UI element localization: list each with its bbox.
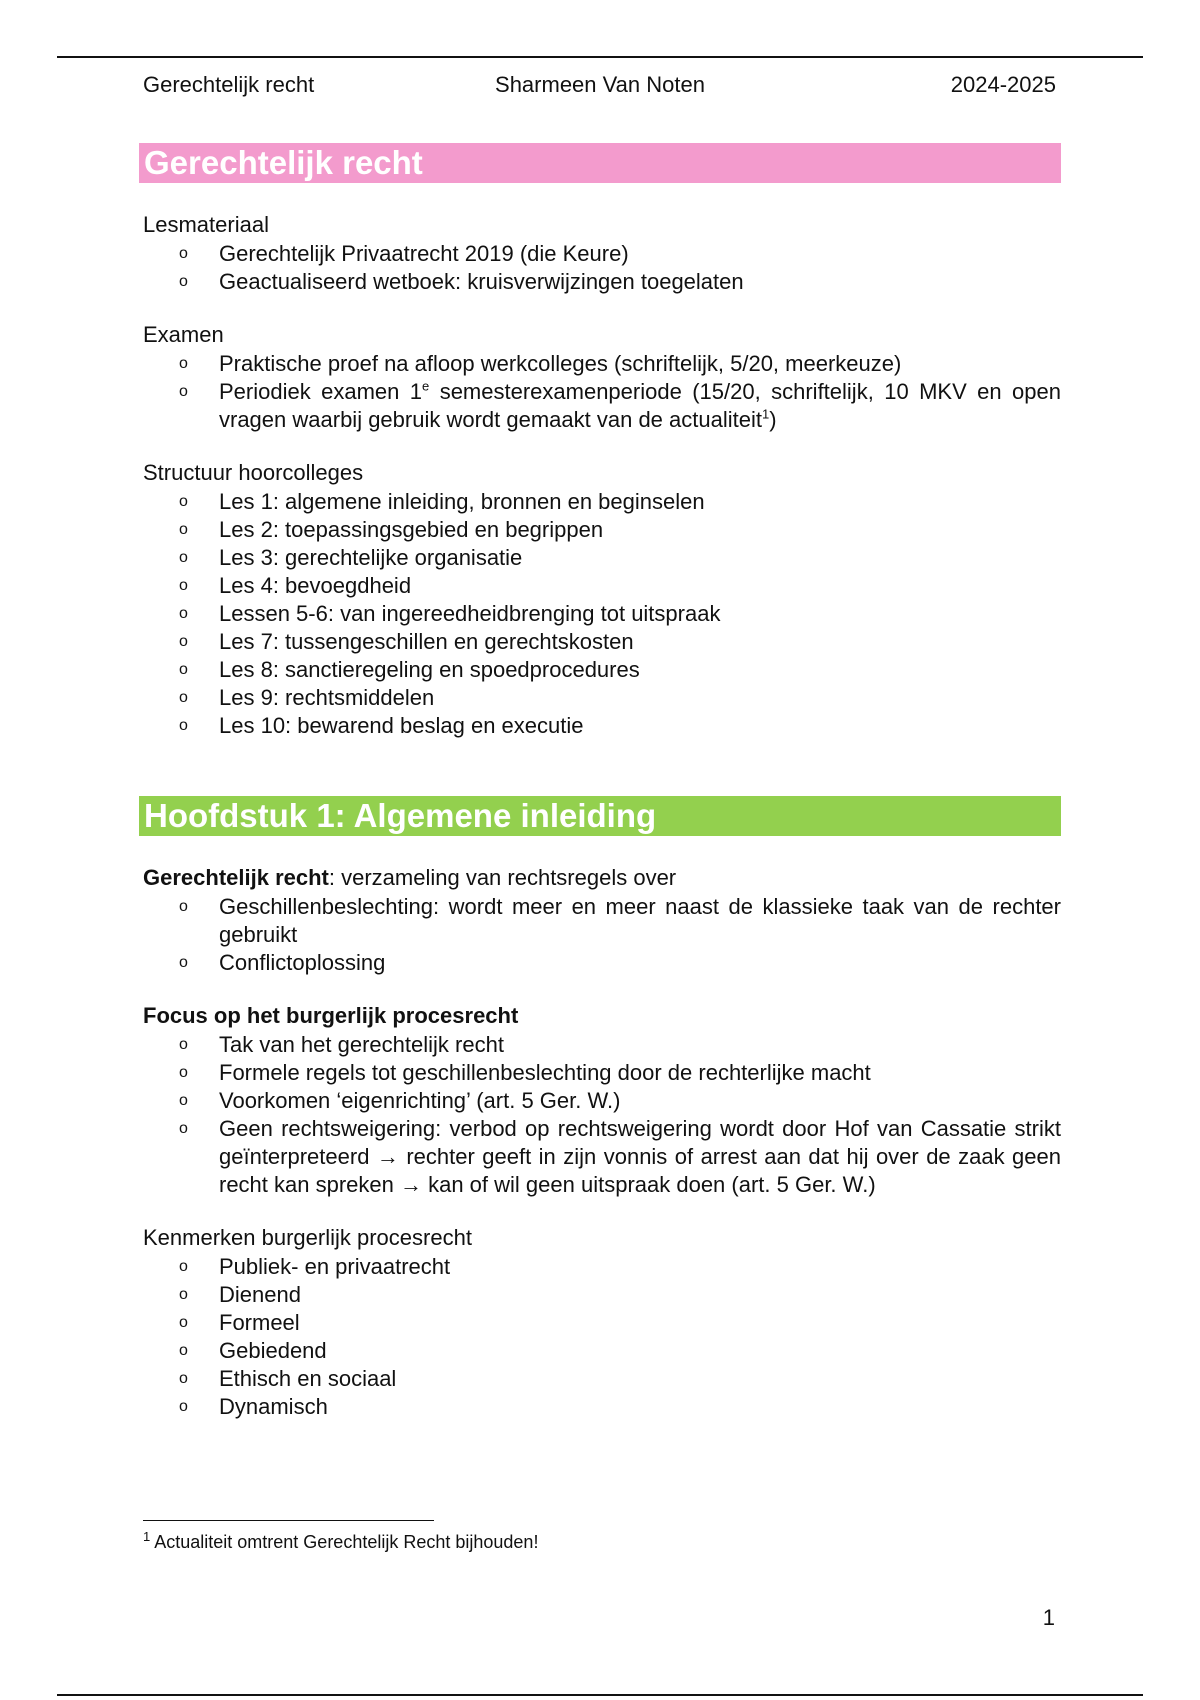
footnote-separator (143, 1520, 434, 1521)
bullet-icon: o (179, 1258, 188, 1275)
section-title: Kenmerken burgerlijk procesrecht (143, 1225, 472, 1250)
bullet-icon: o (179, 493, 188, 510)
bullet-icon: o (179, 577, 188, 594)
list-item: o Conflictoplossing (179, 950, 386, 975)
page-content (139, 143, 1061, 1421)
header-rule (57, 56, 1143, 58)
list-item: o Les 10: bewarend beslag en executie (179, 713, 584, 738)
list-item: o Periodiek examen 1e semesterexamenperiode (15/20, schriftelijk, 10 MKV en open vragen waarbij gebruik wordt gemaakt van de actualiteit$^1$) (179, 378, 1061, 432)
bullet-icon: o (179, 273, 188, 290)
list-item: o Geschillenbeslechting: wordt meer en meer naast de klassieke taak van de rechter gebruikt (179, 894, 1061, 947)
header-year: 2024-2025 (950, 72, 1056, 97)
section-definition (139, 863, 1061, 977)
list-item: o Lessen 5-6: van ingereedheidbrenging tot uitspraak (179, 601, 721, 626)
list-item: o Voorkomen ‘eigenrichting’ (art. 5 Ger. W.) (179, 1088, 621, 1113)
bullet-icon: o (179, 1036, 188, 1053)
section-title: Lesmateriaal (143, 212, 269, 237)
document-title: Gerechtelijk recht (139, 143, 1061, 183)
list-item: o Geactualiseerd wetboek: kruisverwijzingen toegelaten (179, 269, 744, 294)
list-item: o Dynamisch (179, 1394, 328, 1419)
bullet-icon: o (179, 1120, 188, 1137)
bullet-icon: o (179, 383, 188, 400)
bullet-icon: o (179, 1092, 188, 1109)
header-course: Gerechtelijk recht (143, 72, 315, 97)
list-item: o Dienend (179, 1282, 301, 1307)
bullet-icon: o (179, 1314, 188, 1331)
bullet-icon: o (179, 605, 188, 622)
section-structuur (139, 458, 1061, 740)
list-item: o Ethisch en sociaal (179, 1366, 397, 1391)
bullet-icon: o (179, 1342, 188, 1359)
list-item: o Les 8: sanctieregeling en spoedprocedures (179, 657, 640, 682)
list-item: o Les 9: rechtsmiddelen (179, 685, 435, 710)
footnote-ref[interactable]: 1 (761, 406, 770, 422)
bullet-icon: o (179, 1064, 188, 1081)
bullet-icon: o (179, 521, 188, 538)
list-item: o Publiek- en privaatrecht (179, 1254, 451, 1279)
list-item: o Gerechtelijk Privaatrecht 2019 (die Keure) (179, 241, 629, 266)
bullet-icon: o (179, 1398, 188, 1415)
bullet-icon: o (179, 1370, 188, 1387)
bullet-icon: o (179, 898, 188, 915)
section-lesmateriaal (139, 210, 1061, 296)
bullet-icon: o (179, 661, 188, 678)
list-item: o Les 7: tussengeschillen en gerechtskosten (179, 629, 634, 654)
section-focus (139, 1001, 1061, 1199)
footnote (143, 1530, 538, 1554)
list-item: o Les 4: bevoegdheid (179, 573, 412, 598)
bullet-icon: o (179, 245, 188, 262)
bullet-icon: o (179, 633, 188, 650)
list-item: o Formele regels tot geschillenbeslechting door de rechterlijke macht (179, 1060, 871, 1085)
footnote-number: 1 (143, 1529, 151, 1544)
list-item: o Les 1: algemene inleiding, bronnen en beginselen (179, 489, 705, 514)
section-title: Structuur hoorcolleges (143, 460, 364, 485)
section-title: Focus op het burgerlijk procesrecht (143, 1003, 519, 1028)
footnote-text: Actualiteit omtrent Gerechtelijk Recht bijhouden! (150, 1532, 539, 1552)
bullet-icon: o (179, 717, 188, 734)
bullet-icon: o (179, 549, 188, 566)
list-item: o Les 3: gerechtelijke organisatie (179, 545, 523, 570)
list-item: o Tak van het gerechtelijk recht (179, 1032, 504, 1057)
list-item: o Geen rechtsweigering: verbod op rechtsweigering wordt door Hof van Cassatie strikt geïnterpreteerd → rechter geeft in zijn vonnis of arrest aan dat hij over de zaak geen recht kan spreken → kan of wil geen uitspraak doen (art. 5 Ger. W.) (179, 1116, 1061, 1197)
section-examen (139, 320, 1061, 434)
chapter-title: Hoofdstuk 1: Algemene inleiding (139, 796, 1061, 836)
definition-term: Gerechtelijk recht (143, 865, 329, 890)
footer-rule (57, 1694, 1143, 1696)
definition: Gerechtelijk recht: verzameling van rechtsregels over (143, 865, 677, 890)
list-item: o Gebiedend (179, 1338, 327, 1363)
bullet-icon: o (179, 689, 188, 706)
page-number: 1 (1042, 1605, 1055, 1630)
list-item: o Praktische proef na afloop werkcolleges (schriftelijk, 5/20, meerkeuze) (179, 351, 902, 376)
bullet-icon: o (179, 954, 188, 971)
bullet-icon: o (179, 355, 188, 372)
list-item: o Les 2: toepassingsgebied en begrippen (179, 517, 604, 542)
header-author: Sharmeen Van Noten (495, 72, 705, 97)
section-kenmerken (139, 1223, 1061, 1421)
bullet-icon: o (179, 1286, 188, 1303)
section-title: Examen (143, 322, 224, 347)
list-item: o Formeel (179, 1310, 300, 1335)
